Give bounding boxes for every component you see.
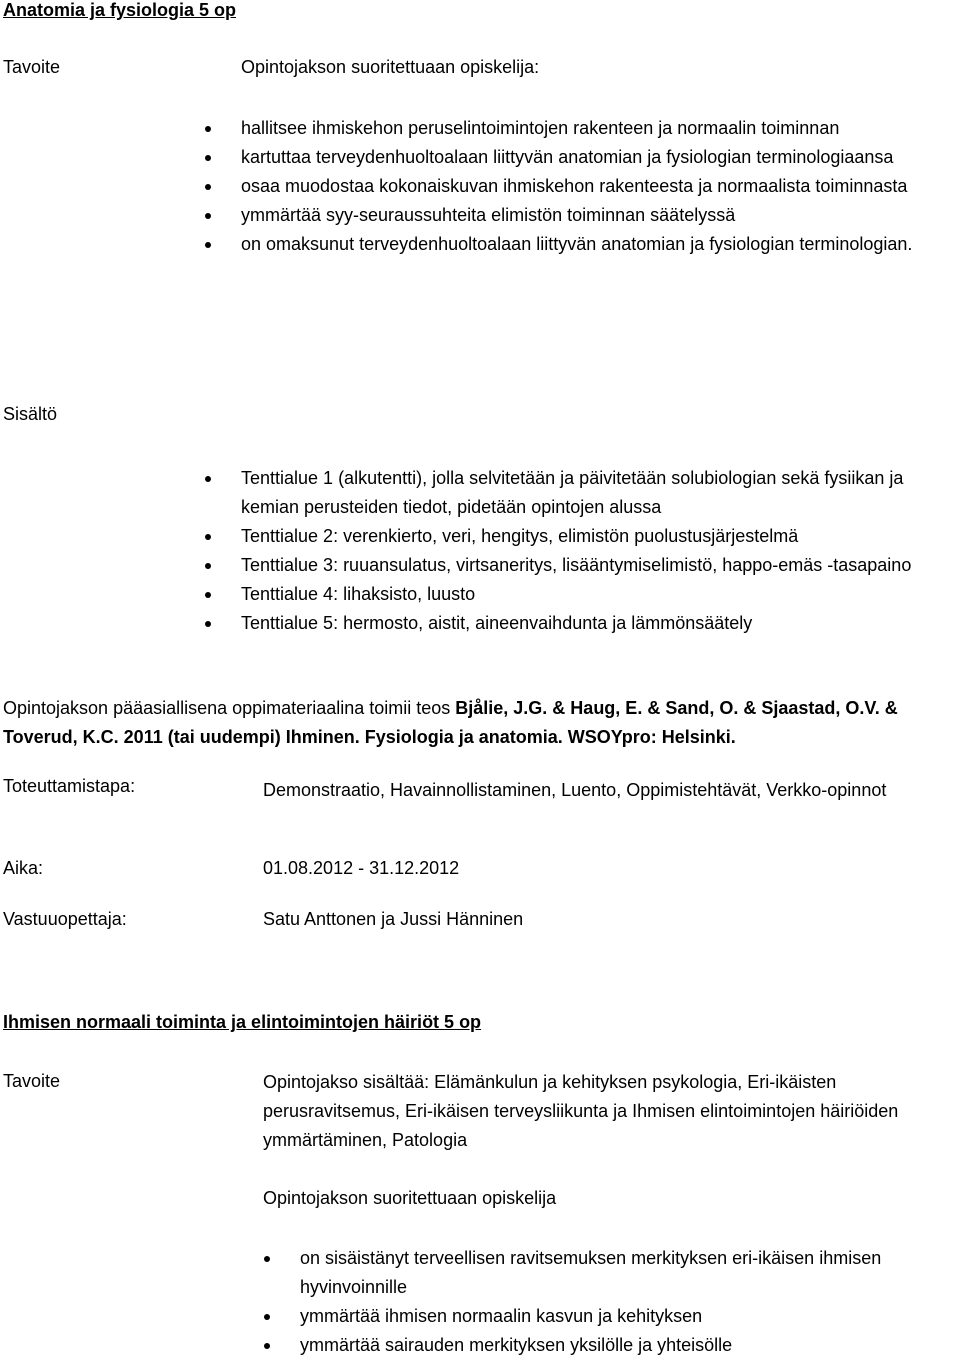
list-item: Tenttialue 1 (alkutentti), jolla selvitetään ja päivitetään solubiologian sekä fysiikan ja kemian perusteiden tiedot, pidetään opintojen alussa xyxy=(241,464,957,522)
vastuu-label: Vastuuopettaja: xyxy=(3,909,127,929)
tavoite-text-2: Opintojakso sisältää: Elämänkulun ja kehityksen psykologia, Eri-ikäisten perusravitsemus, Eri-ikäisen terveysliikunta ja Ihmisen elintoimintojen häiriöiden ymmärtäminen, Patologia xyxy=(263,1072,899,1150)
list-item: Tenttialue 2: verenkierto, veri, hengitys, elimistön puolustusjärjestelmä xyxy=(241,522,957,551)
tavoite-label: Tavoite xyxy=(3,57,61,77)
tavoite-label-2: Tavoite xyxy=(3,1071,61,1091)
aika-label: Aika: xyxy=(3,858,44,878)
toteutus-value: Demonstraatio, Havainnollistaminen, Luento, Oppimistehtävät, Verkko-opinnot xyxy=(263,780,887,800)
list-item: ymmärtää sairauden merkityksen yksilölle ja yhteisölle xyxy=(300,1331,950,1360)
goals-list-2 xyxy=(300,1244,950,1360)
list-item: Tenttialue 4: lihaksisto, luusto xyxy=(241,580,957,609)
aika-value: 01.08.2012 - 31.12.2012 xyxy=(263,858,460,878)
list-item: kartuttaa terveydenhuoltoalaan liittyvän anatomian ja fysiologian terminologiaansa xyxy=(241,143,957,172)
list-item: ymmärtää ihmisen normaalin kasvun ja kehityksen xyxy=(300,1302,950,1331)
sisalto-label: Sisältö xyxy=(3,404,58,424)
intro-2: Opintojakson suoritettuaan opiskelija xyxy=(263,1188,557,1208)
list-item: Tenttialue 3: ruuansulatus, virtsaneritys, lisääntymiselimistö, happo-emäs -tasapaino xyxy=(241,551,957,580)
list-item: hallitsee ihmiskehon peruselintoimintojen rakenteen ja normaalin toiminnan xyxy=(241,114,957,143)
material-reference: Bjålie, J.G. & Haug, E. & Sand, O. & Sjaastad, O.V. & Toverud, K.C. 2011 (tai uudempi) Ihminen. Fysiologia ja anatomia. WSOYpro: Helsinki. xyxy=(3,698,898,747)
contents-list xyxy=(241,464,957,638)
list-item: Tenttialue 5: hermosto, aistit, aineenvaihdunta ja lämmönsäätely xyxy=(241,609,957,638)
list-item: on omaksunut terveydenhuoltoalaan liittyvän anatomian ja fysiologian terminologian. xyxy=(241,230,957,259)
list-item: on sisäistänyt terveellisen ravitsemuksen merkityksen eri-ikäisen ihmisen hyvinvoinnille xyxy=(300,1244,950,1302)
material-intro: Opintojakson pääasiallisena oppimateriaalina toimii teos xyxy=(3,698,456,718)
course-title-normal-function: Ihmisen normaali toiminta ja elintoimintojen häiriöt 5 op xyxy=(3,1012,482,1032)
vastuu-value: Satu Anttonen ja Jussi Hänninen xyxy=(263,909,524,929)
goals-list xyxy=(241,114,957,259)
material-paragraph xyxy=(3,694,958,752)
course-title-anatomy: Anatomia ja fysiologia 5 op xyxy=(3,0,237,20)
toteutus-label: Toteuttamistapa: xyxy=(3,776,136,796)
list-item: ymmärtää syy-seuraussuhteita elimistön toiminnan säätelyssä xyxy=(241,201,957,230)
tavoite-intro: Opintojakson suoritettuaan opiskelija: xyxy=(241,57,540,77)
list-item: osaa muodostaa kokonaiskuvan ihmiskehon rakenteesta ja normaalista toiminnasta xyxy=(241,172,957,201)
